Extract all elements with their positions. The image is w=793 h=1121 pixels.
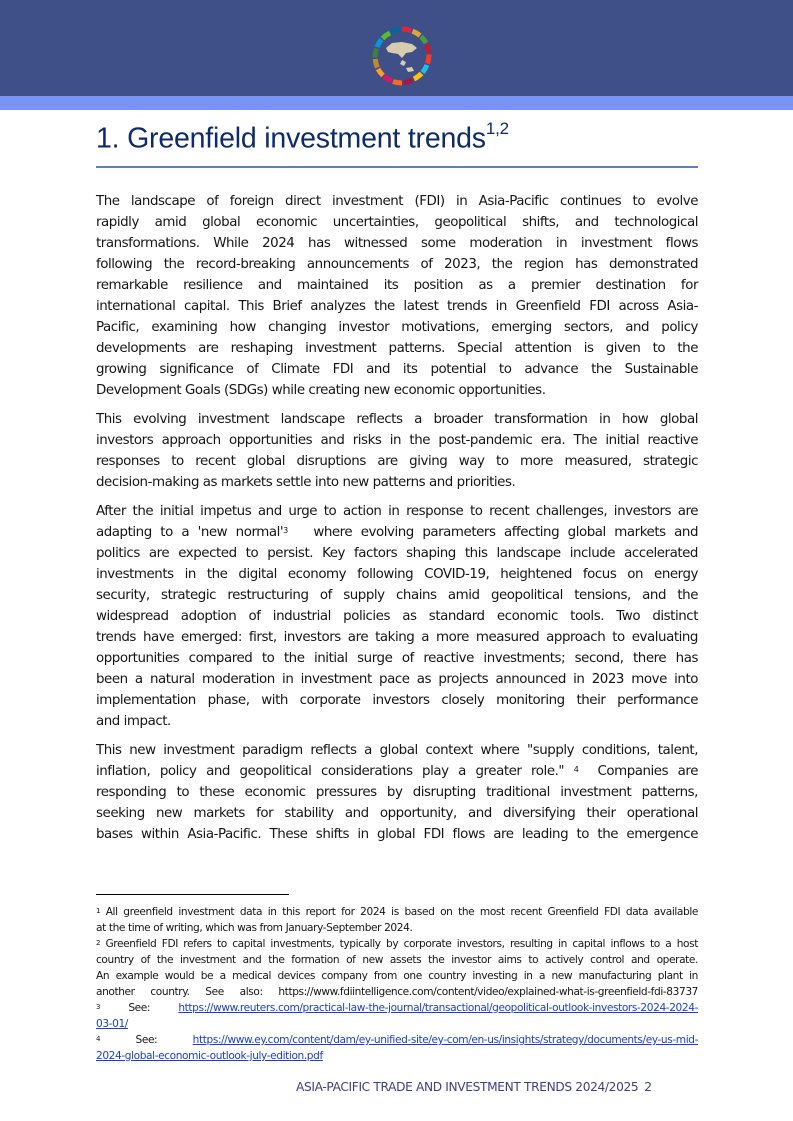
footnote-4: $^4$ See: https://www.ey.com/content/dam/ey-unified-site/ey-com/en-us/insights/strategy/documents/ey-us-mid- 2024-global-economic-outlook-july-edition.pdf [96, 1034, 698, 1062]
footnote-separator [96, 894, 289, 895]
footnote-link-reuters-cont[interactable]: 03-01/ [96, 1018, 128, 1030]
text-line-with-footnote: adapting to a 'new normal'$^3$ where evolving parameters affecting global markets and [96, 525, 699, 540]
paragraph-2 [96, 409, 698, 493]
text-line: trends have emerged: first, investors are taking a more measured approach to evaluating [96, 630, 698, 645]
footnote-2: $^2$ Greenfield FDI refers to capital investments, typically by corporate investors, resulting in capital inflows to a host country of the investment and the formation of new assets the investor aims to actively control and operate. An example would be a medical devices company from one country investing in a new manufacturing plant in another country. See also: https://www.fdiintelligence.com/content/video/explained-what-is-greenfield-fdi-83737 [96, 938, 698, 998]
text-line: and impact. [96, 714, 171, 729]
footnote-link-ey[interactable]: https://www.ey.com/content/dam/ey-unified-site/ey-com/en-us/insights/strategy/documents/ey-us-mid- [192, 1034, 698, 1046]
text-line: After the initial impetus and urge to action in response to recent challenges, investors are [96, 504, 698, 519]
text-line: politics are expected to persist. Key factors shaping this landscape include accelerated [96, 546, 698, 561]
footnote-number: 2 [96, 939, 101, 947]
paragraph-3 [96, 501, 698, 732]
page-number: 2 [644, 1080, 652, 1094]
text-line: Pacific, examining how changing investor motivations, emerging sectors, and policy [96, 320, 698, 335]
paragraph-1 [96, 191, 698, 401]
text-line: responses to recent global disruptions are giving way to more measured, strategic [96, 454, 698, 469]
section-title-text: 1. Greenfield investment trends [96, 122, 486, 155]
text-line-with-footnote: inflation, policy and geopolitical considerations play a greater role." $^4$ Companies are [96, 764, 698, 779]
page-footer [296, 1080, 652, 1094]
text-line: growing significance of Climate FDI and its potential to advance the Sustainable [96, 362, 698, 377]
text-line: This new investment paradigm reflects a global context where "supply conditions, talent, [96, 743, 698, 758]
footnote-link-reuters[interactable]: https://www.reuters.com/practical-law-the-journal/transactional/geopolitical-outlook-investors-2024-2024- [178, 1002, 698, 1014]
footnote-ref-4[interactable]: 4 [573, 765, 579, 774]
text-line: investments in the digital economy following COVID-19, heightened focus on energy [96, 567, 698, 582]
text-line: implementation phase, with corporate investors closely monitoring their performance [96, 693, 698, 708]
footnote-number: 4 [96, 1035, 101, 1043]
footnote-link-ey-cont[interactable]: 2024-global-economic-outlook-july-edition.pdf [96, 1050, 323, 1062]
text-line: decision-making as markets settle into new patterns and priorities. [96, 475, 516, 490]
footnote-1: $^1$ All greenfield investment data in this report for 2024 is based on the most recent Greenfield FDI data available at the time of writing, which was from January-September 2024. [96, 906, 699, 934]
footnotes [96, 904, 698, 1064]
text-line: security, strategic restructuring of supply chains amid geopolitical tensions, and the [96, 588, 698, 603]
title-divider [96, 166, 698, 168]
text-line: remarkable resilience and maintained its position as a premier destination for [96, 278, 698, 293]
text-line: This evolving investment landscape reflects a broader transformation in how global [96, 412, 698, 427]
text-line: developments are reshaping investment patterns. Special attention is given to the [96, 341, 698, 356]
text-line: been a natural moderation in investment pace as projects announced in 2023 move into [96, 672, 698, 687]
text-line: rapidly amid global economic uncertainties, geopolitical shifts, and technological [96, 215, 698, 230]
text-line: The landscape of foreign direct investment (FDI) in Asia-Pacific continues to evolve [96, 194, 698, 209]
text-line: international capital. This Brief analyzes the latest trends in Greenfield FDI across Asia- [96, 299, 698, 314]
section-title [96, 119, 509, 156]
footer-title: ASIA-PACIFIC TRADE AND INVESTMENT TRENDS 2024/2025 [296, 1080, 639, 1094]
text-line: bases within Asia-Pacific. These shifts in global FDI flows are leading to the emergence [96, 827, 698, 842]
text-line: Development Goals (SDGs) while creating new economic opportunities. [96, 383, 546, 398]
footnote-number: 1 [96, 907, 101, 915]
text-line: investors approach opportunities and risks in the post-pandemic era. The initial reactive [96, 433, 698, 448]
body-text [96, 191, 698, 853]
text-line: transformations. While 2024 has witnessed some moderation in investment flows [96, 236, 698, 251]
text-line: responding to these economic pressures by disrupting traditional investment patterns, [96, 785, 698, 800]
paragraph-4 [96, 740, 698, 845]
text-line: seeking new markets for stability and opportunity, and diversifying their operational [96, 806, 698, 821]
text-line: following the record-breaking announcements of 2023, the region has demonstrated [96, 257, 698, 272]
header-accent-band [0, 96, 793, 110]
footnote-3: $^3$ See: https://www.reuters.com/practical-law-the-journal/transactional/geopolitical-outlook-investors-2024-2024- 03-01/ [96, 1002, 698, 1030]
footnote-ref-3[interactable]: 3 [283, 526, 288, 535]
section-title-footnote-refs: 1,2 [485, 119, 509, 138]
text-line: widespread adoption of industrial policies as standard economic tools. Two distinct [96, 609, 698, 624]
text-line: opportunities compared to the initial surge of reactive investments; second, there has [96, 651, 698, 666]
asia-pacific-sdg-wheel-logo-icon [372, 26, 432, 86]
footnote-number: 3 [96, 1003, 101, 1011]
